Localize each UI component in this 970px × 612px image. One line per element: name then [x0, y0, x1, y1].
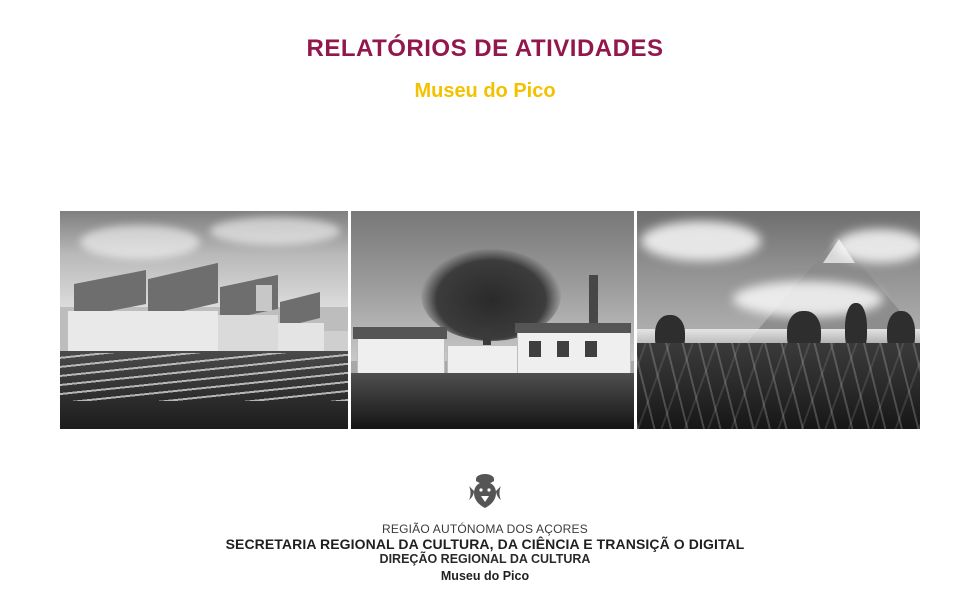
- footer-museu: Museu do Pico: [440, 569, 530, 583]
- cloud-shape: [641, 221, 761, 261]
- page-subtitle: Museu do Pico: [414, 80, 556, 102]
- footer: [0, 470, 970, 584]
- photo-pico-mountain-vineyards: [637, 211, 920, 429]
- window-shape: [585, 341, 597, 357]
- title-block: [0, 34, 970, 104]
- window-shape: [529, 341, 541, 357]
- photo-strip: [60, 211, 920, 429]
- window-shape: [557, 341, 569, 357]
- roof-shape: [515, 323, 631, 333]
- cloud-shape: [835, 229, 920, 263]
- footer-region: REGIÃO AUTÓNOMA DOS AÇORES: [382, 522, 588, 536]
- footer-secretaria: SECRETARIA REGIONAL DA CULTURA, DA CIÊNCIA E TRANSIÇÃ O DIGITAL: [225, 536, 745, 552]
- page-title: RELATÓRIOS DE ATIVIDADES: [306, 35, 664, 62]
- window-shape: [256, 285, 272, 311]
- photo-museum-buildings: [60, 211, 348, 429]
- pavement-pattern: [60, 353, 348, 401]
- roof-shape: [353, 327, 447, 339]
- azores-coat-of-arms-icon: [463, 470, 507, 514]
- vineyard-pattern: [637, 343, 920, 429]
- footer-direcao: DIREÇÃO REGIONAL DA CULTURA: [379, 552, 591, 566]
- cloud-shape: [80, 225, 200, 259]
- cloud-shape: [210, 217, 340, 245]
- ground-region: [351, 373, 634, 429]
- photo-tree-and-factory: [351, 211, 634, 429]
